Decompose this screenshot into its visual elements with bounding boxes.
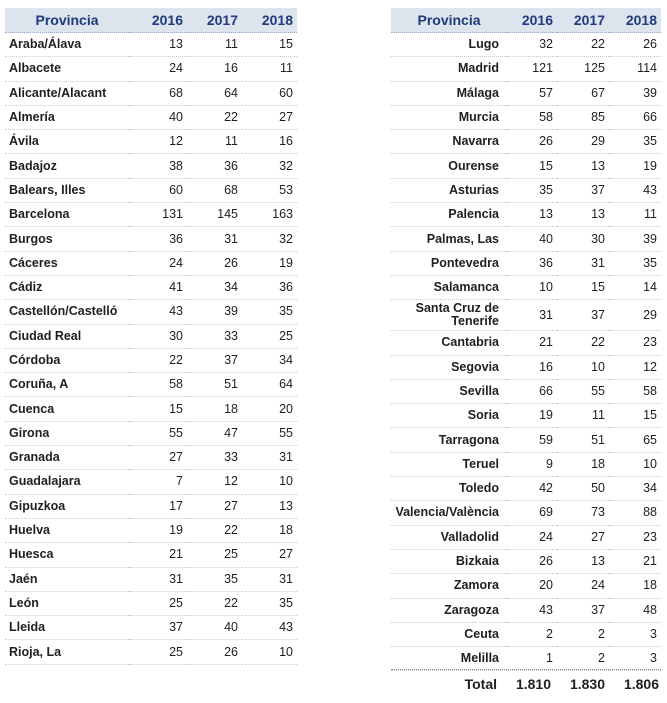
value-2016: 15	[507, 154, 557, 178]
province-name: Segovia	[391, 355, 507, 379]
province-name: Bizkaia	[391, 549, 507, 573]
value-2017: 145	[187, 203, 242, 227]
value-2017: 16	[187, 57, 242, 81]
table-row	[391, 275, 661, 299]
province-name: Melilla	[391, 647, 507, 671]
value-2016: 68	[129, 81, 187, 105]
value-2017: 15	[557, 275, 609, 299]
table-row	[391, 428, 661, 452]
value-2016: 30	[129, 324, 187, 348]
value-2017: 50	[557, 477, 609, 501]
value-2016: 27	[129, 446, 187, 470]
value-2018: 31	[242, 446, 297, 470]
value-2018: 43	[242, 616, 297, 640]
province-name: Coruña, A	[5, 373, 129, 397]
value-2017: 34	[187, 275, 242, 299]
value-2018: 55	[242, 421, 297, 445]
value-2017: 68	[187, 178, 242, 202]
header-provincia: Provincia	[391, 8, 507, 33]
province-name: Valladolid	[391, 525, 507, 549]
value-2017: 67	[557, 81, 609, 105]
value-2016: 19	[507, 404, 557, 428]
value-2016: 59	[507, 428, 557, 452]
province-name: Huelva	[5, 518, 129, 542]
value-2018: 39	[609, 81, 661, 105]
value-2018: 3	[609, 647, 661, 671]
value-2018: 15	[609, 404, 661, 428]
table-row	[391, 598, 661, 622]
total-2016: 1.810	[515, 676, 551, 692]
province-name: Ceuta	[391, 622, 507, 646]
value-2016: 60	[129, 178, 187, 202]
value-2018: 163	[242, 203, 297, 227]
value-2018: 19	[242, 251, 297, 275]
value-2018: 20	[242, 397, 297, 421]
table-row	[391, 525, 661, 549]
header-row	[5, 8, 297, 33]
province-name: Teruel	[391, 452, 507, 476]
table-row	[391, 379, 661, 403]
table-row	[5, 324, 297, 348]
value-2016: 36	[129, 227, 187, 251]
value-2017: 37	[557, 598, 609, 622]
value-2016: 26	[507, 130, 557, 154]
value-2017: 51	[557, 428, 609, 452]
value-2016: 58	[507, 105, 557, 129]
province-name: Girona	[5, 421, 129, 445]
table-row	[5, 178, 297, 202]
table-row	[391, 477, 661, 501]
province-name: Cantabria	[391, 331, 507, 355]
value-2017: 13	[557, 154, 609, 178]
province-name: Córdoba	[5, 348, 129, 372]
value-2017: 27	[187, 494, 242, 518]
value-2018: 66	[609, 105, 661, 129]
province-name: Sevilla	[391, 379, 507, 403]
value-2017: 39	[187, 300, 242, 324]
value-2018: 32	[242, 227, 297, 251]
value-2018: 29	[609, 300, 661, 331]
table-right-body	[391, 33, 661, 671]
province-name: Granada	[5, 446, 129, 470]
province-name: Ourense	[391, 154, 507, 178]
value-2016: 24	[129, 251, 187, 275]
value-2018: 114	[609, 57, 661, 81]
table-row	[391, 549, 661, 573]
table-row	[391, 331, 661, 355]
value-2018: 39	[609, 227, 661, 251]
province-name: Lugo	[391, 33, 507, 57]
value-2018: 18	[609, 574, 661, 598]
value-2016: 43	[507, 598, 557, 622]
value-2016: 37	[129, 616, 187, 640]
value-2016: 24	[507, 525, 557, 549]
table-row	[5, 275, 297, 299]
header-2017: 2017	[557, 8, 609, 33]
value-2017: 37	[557, 178, 609, 202]
table-row	[391, 57, 661, 81]
value-2017: 47	[187, 421, 242, 445]
table-row	[5, 227, 297, 251]
value-2017: 12	[187, 470, 242, 494]
value-2018: 48	[609, 598, 661, 622]
value-2018: 32	[242, 154, 297, 178]
table-row	[391, 300, 661, 331]
value-2016: 121	[507, 57, 557, 81]
table-row	[391, 647, 661, 671]
province-name: Jaén	[5, 567, 129, 591]
value-2016: 1	[507, 647, 557, 671]
table-row	[391, 154, 661, 178]
value-2017: 13	[557, 203, 609, 227]
value-2017: 33	[187, 324, 242, 348]
header-2018: 2018	[609, 8, 661, 33]
table-row	[5, 494, 297, 518]
province-name: Palmas, Las	[391, 227, 507, 251]
value-2018: 34	[242, 348, 297, 372]
value-2017: 35	[187, 567, 242, 591]
value-2017: 125	[557, 57, 609, 81]
total-separator	[391, 669, 661, 670]
value-2016: 26	[507, 549, 557, 573]
header-2017: 2017	[187, 8, 242, 33]
table-row	[391, 105, 661, 129]
value-2016: 31	[129, 567, 187, 591]
value-2017: 2	[557, 622, 609, 646]
table-row	[391, 33, 661, 57]
value-2018: 19	[609, 154, 661, 178]
value-2017: 30	[557, 227, 609, 251]
value-2016: 38	[129, 154, 187, 178]
value-2018: 10	[242, 640, 297, 664]
value-2018: 53	[242, 178, 297, 202]
value-2016: 42	[507, 477, 557, 501]
value-2017: 11	[187, 33, 242, 57]
value-2016: 66	[507, 379, 557, 403]
value-2017: 13	[557, 549, 609, 573]
table-row	[5, 421, 297, 445]
province-name: León	[5, 591, 129, 615]
value-2018: 11	[609, 203, 661, 227]
value-2018: 3	[609, 622, 661, 646]
table-row	[5, 518, 297, 542]
province-name: Barcelona	[5, 203, 129, 227]
value-2017: 37	[557, 300, 609, 331]
table-row	[391, 203, 661, 227]
table-left-body	[5, 33, 297, 665]
table-row	[391, 178, 661, 202]
value-2017: 25	[187, 543, 242, 567]
province-name: Soria	[391, 404, 507, 428]
value-2018: 36	[242, 275, 297, 299]
province-name: Araba/Álava	[5, 33, 129, 57]
value-2018: 43	[609, 178, 661, 202]
table-row	[5, 640, 297, 664]
value-2016: 25	[129, 640, 187, 664]
value-2017: 22	[187, 591, 242, 615]
table-row	[5, 567, 297, 591]
table-row	[5, 81, 297, 105]
value-2016: 131	[129, 203, 187, 227]
province-name: Ciudad Real	[5, 324, 129, 348]
value-2017: 73	[557, 501, 609, 525]
value-2016: 40	[129, 105, 187, 129]
table-row	[5, 33, 297, 57]
value-2016: 32	[507, 33, 557, 57]
value-2017: 11	[557, 404, 609, 428]
value-2018: 16	[242, 130, 297, 154]
province-name: Castellón/Castelló	[5, 300, 129, 324]
value-2016: 57	[507, 81, 557, 105]
value-2017: 26	[187, 251, 242, 275]
province-name: Cáceres	[5, 251, 129, 275]
value-2017: 26	[187, 640, 242, 664]
value-2016: 12	[129, 130, 187, 154]
province-name: Albacete	[5, 57, 129, 81]
total-label: Total	[464, 676, 497, 692]
value-2018: 35	[242, 300, 297, 324]
value-2017: 64	[187, 81, 242, 105]
table-left	[5, 8, 297, 665]
province-name: Huesca	[5, 543, 129, 567]
value-2018: 58	[609, 379, 661, 403]
table-row	[5, 203, 297, 227]
value-2018: 13	[242, 494, 297, 518]
header-2016: 2016	[507, 8, 557, 33]
table-row	[5, 543, 297, 567]
value-2018: 88	[609, 501, 661, 525]
value-2018: 35	[242, 591, 297, 615]
value-2018: 18	[242, 518, 297, 542]
province-name: Salamanca	[391, 275, 507, 299]
value-2018: 35	[609, 251, 661, 275]
table-row	[391, 227, 661, 251]
value-2017: 33	[187, 446, 242, 470]
value-2017: 11	[187, 130, 242, 154]
value-2016: 43	[129, 300, 187, 324]
value-2016: 31	[507, 300, 557, 331]
table-right	[391, 8, 661, 671]
province-name: Zaragoza	[391, 598, 507, 622]
value-2016: 13	[129, 33, 187, 57]
value-2017: 40	[187, 616, 242, 640]
value-2018: 35	[609, 130, 661, 154]
province-name: Almería	[5, 105, 129, 129]
value-2018: 60	[242, 81, 297, 105]
table-row	[5, 446, 297, 470]
table-row	[5, 616, 297, 640]
province-name: Rioja, La	[5, 640, 129, 664]
value-2018: 64	[242, 373, 297, 397]
header-row	[391, 8, 661, 33]
province-name: Lleida	[5, 616, 129, 640]
value-2016: 10	[507, 275, 557, 299]
value-2016: 13	[507, 203, 557, 227]
province-name: Asturias	[391, 178, 507, 202]
value-2017: 22	[557, 331, 609, 355]
value-2016: 40	[507, 227, 557, 251]
value-2016: 69	[507, 501, 557, 525]
value-2017: 18	[187, 397, 242, 421]
header-2018: 2018	[242, 8, 297, 33]
province-name: Santa Cruz de Tenerife	[391, 300, 507, 331]
table-row	[391, 251, 661, 275]
table-row	[391, 404, 661, 428]
value-2016: 25	[129, 591, 187, 615]
province-name: Balears, Illes	[5, 178, 129, 202]
province-name: Zamora	[391, 574, 507, 598]
value-2018: 34	[609, 477, 661, 501]
value-2018: 27	[242, 543, 297, 567]
value-2018: 14	[609, 275, 661, 299]
value-2016: 55	[129, 421, 187, 445]
value-2017: 51	[187, 373, 242, 397]
province-name: Badajoz	[5, 154, 129, 178]
value-2016: 7	[129, 470, 187, 494]
value-2018: 12	[609, 355, 661, 379]
value-2016: 9	[507, 452, 557, 476]
table-row	[5, 591, 297, 615]
table-row	[5, 470, 297, 494]
province-name: Cuenca	[5, 397, 129, 421]
value-2016: 41	[129, 275, 187, 299]
value-2018: 23	[609, 331, 661, 355]
province-name: Murcia	[391, 105, 507, 129]
header-provincia: Provincia	[5, 8, 129, 33]
value-2017: 22	[187, 105, 242, 129]
table-row	[391, 574, 661, 598]
province-name: Valencia/València	[391, 501, 507, 525]
table-row	[391, 622, 661, 646]
table-row	[5, 105, 297, 129]
value-2016: 24	[129, 57, 187, 81]
province-name: Guadalajara	[5, 470, 129, 494]
value-2016: 19	[129, 518, 187, 542]
value-2016: 20	[507, 574, 557, 598]
value-2018: 65	[609, 428, 661, 452]
value-2016: 2	[507, 622, 557, 646]
value-2016: 15	[129, 397, 187, 421]
value-2017: 37	[187, 348, 242, 372]
table-row	[5, 300, 297, 324]
value-2018: 10	[609, 452, 661, 476]
province-name: Pontevedra	[391, 251, 507, 275]
table-row	[5, 130, 297, 154]
province-name: Ávila	[5, 130, 129, 154]
value-2016: 16	[507, 355, 557, 379]
province-name: Navarra	[391, 130, 507, 154]
value-2018: 25	[242, 324, 297, 348]
total-2018: 1.806	[623, 676, 659, 692]
value-2017: 18	[557, 452, 609, 476]
table-row	[391, 130, 661, 154]
value-2018: 27	[242, 105, 297, 129]
province-name: Palencia	[391, 203, 507, 227]
value-2016: 22	[129, 348, 187, 372]
province-name: Madrid	[391, 57, 507, 81]
province-name: Málaga	[391, 81, 507, 105]
table-row	[5, 251, 297, 275]
province-name: Toledo	[391, 477, 507, 501]
value-2017: 85	[557, 105, 609, 129]
value-2017: 22	[187, 518, 242, 542]
province-name: Alicante/Alacant	[5, 81, 129, 105]
table-row	[5, 154, 297, 178]
value-2017: 31	[187, 227, 242, 251]
value-2018: 23	[609, 525, 661, 549]
value-2017: 22	[557, 33, 609, 57]
value-2017: 55	[557, 379, 609, 403]
value-2018: 15	[242, 33, 297, 57]
table-row	[5, 397, 297, 421]
province-name: Gipuzkoa	[5, 494, 129, 518]
value-2018: 11	[242, 57, 297, 81]
province-name: Cádiz	[5, 275, 129, 299]
value-2016: 21	[129, 543, 187, 567]
province-name: Tarragona	[391, 428, 507, 452]
table-row	[5, 373, 297, 397]
value-2016: 35	[507, 178, 557, 202]
table-row	[391, 501, 661, 525]
table-row	[391, 355, 661, 379]
value-2017: 24	[557, 574, 609, 598]
header-2016: 2016	[129, 8, 187, 33]
value-2016: 36	[507, 251, 557, 275]
table-row	[391, 452, 661, 476]
value-2016: 17	[129, 494, 187, 518]
table-row	[391, 81, 661, 105]
value-2016: 21	[507, 331, 557, 355]
value-2017: 27	[557, 525, 609, 549]
table-row	[5, 57, 297, 81]
province-name: Burgos	[5, 227, 129, 251]
value-2017: 36	[187, 154, 242, 178]
value-2018: 10	[242, 470, 297, 494]
value-2017: 10	[557, 355, 609, 379]
total-row	[391, 676, 661, 692]
value-2017: 2	[557, 647, 609, 671]
value-2017: 29	[557, 130, 609, 154]
value-2016: 58	[129, 373, 187, 397]
value-2018: 26	[609, 33, 661, 57]
table-row	[5, 348, 297, 372]
value-2018: 21	[609, 549, 661, 573]
value-2018: 31	[242, 567, 297, 591]
value-2017: 31	[557, 251, 609, 275]
total-2017: 1.830	[569, 676, 605, 692]
